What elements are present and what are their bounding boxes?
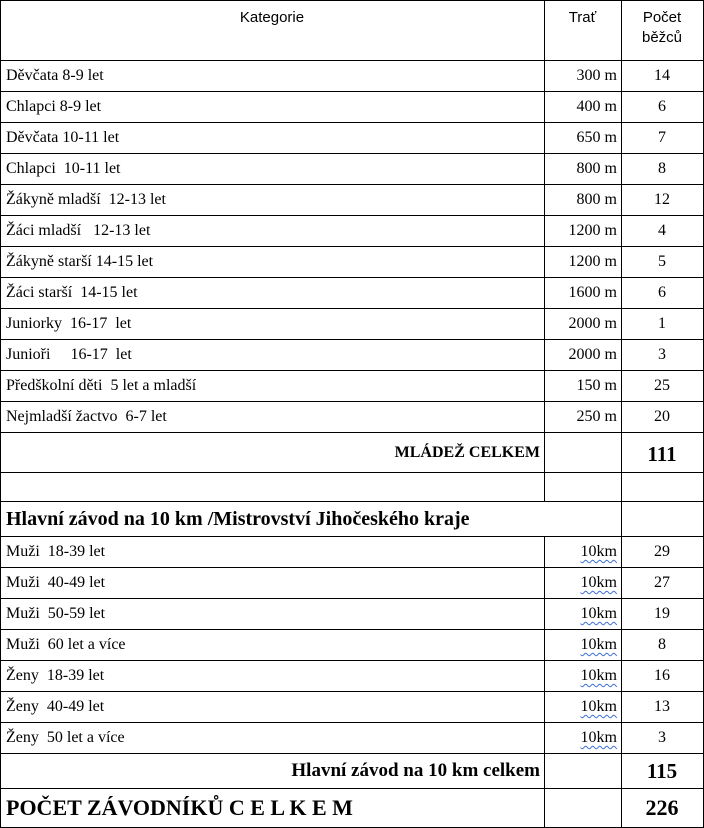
header-row bbox=[1, 1, 704, 61]
count-cell: 16 bbox=[622, 661, 704, 692]
main-race-title-row bbox=[1, 502, 704, 537]
track-cell: 150 m bbox=[545, 371, 622, 402]
category-cell: Junioři 16-17 let bbox=[1, 340, 545, 371]
count-cell: 12 bbox=[622, 185, 704, 216]
table-row bbox=[1, 630, 704, 661]
track-value: 10km bbox=[580, 605, 617, 622]
track-value: 10km bbox=[580, 636, 617, 653]
count-cell: 27 bbox=[622, 568, 704, 599]
empty-cell bbox=[545, 473, 622, 502]
track-cell: 800 m bbox=[545, 154, 622, 185]
table-row bbox=[1, 599, 704, 630]
table-row bbox=[1, 568, 704, 599]
category-cell: Chlapci 8-9 let bbox=[1, 92, 545, 123]
track-cell bbox=[545, 630, 622, 661]
header-count bbox=[622, 1, 704, 61]
grand-total-row bbox=[1, 789, 704, 828]
track-value: 10km bbox=[580, 574, 617, 591]
count-cell: 4 bbox=[622, 216, 704, 247]
category-cell: Děvčata 10-11 let bbox=[1, 123, 545, 154]
table-row bbox=[1, 340, 704, 371]
track-cell bbox=[545, 537, 622, 568]
table-row bbox=[1, 185, 704, 216]
spacer-row bbox=[1, 473, 704, 502]
category-cell: Muži 50-59 let bbox=[1, 599, 545, 630]
table-row bbox=[1, 309, 704, 340]
table-row bbox=[1, 216, 704, 247]
header-track: Trať bbox=[545, 1, 622, 61]
count-cell: 6 bbox=[622, 92, 704, 123]
count-cell: 3 bbox=[622, 723, 704, 754]
header-count-line2: běžců bbox=[641, 29, 683, 46]
header-category: Kategorie bbox=[1, 1, 545, 61]
table-row bbox=[1, 723, 704, 754]
table-row bbox=[1, 661, 704, 692]
category-cell: Ženy 40-49 let bbox=[1, 692, 545, 723]
empty-cell bbox=[622, 502, 704, 537]
category-cell: Muži 40-49 let bbox=[1, 568, 545, 599]
track-cell: 800 m bbox=[545, 185, 622, 216]
grand-total-label: POČET ZÁVODNÍKŮ C E L K E M bbox=[1, 789, 545, 828]
track-cell: 2000 m bbox=[545, 309, 622, 340]
count-cell: 8 bbox=[622, 630, 704, 661]
table-row bbox=[1, 61, 704, 92]
table-row bbox=[1, 123, 704, 154]
track-value: 10km bbox=[580, 729, 617, 746]
track-cell: 400 m bbox=[545, 92, 622, 123]
count-cell: 1 bbox=[622, 309, 704, 340]
track-value: 10km bbox=[580, 698, 617, 715]
count-cell: 8 bbox=[622, 154, 704, 185]
table-row bbox=[1, 278, 704, 309]
category-cell: Ženy 18-39 let bbox=[1, 661, 545, 692]
table-row bbox=[1, 692, 704, 723]
empty-cell bbox=[545, 754, 622, 789]
track-cell bbox=[545, 661, 622, 692]
track-cell: 1600 m bbox=[545, 278, 622, 309]
track-cell: 1200 m bbox=[545, 247, 622, 278]
category-cell: Nejmladší žactvo 6-7 let bbox=[1, 402, 545, 433]
category-cell: Juniorky 16-17 let bbox=[1, 309, 545, 340]
count-cell: 29 bbox=[622, 537, 704, 568]
category-cell: Žáci mladší 12-13 let bbox=[1, 216, 545, 247]
youth-total-row bbox=[1, 433, 704, 473]
count-cell: 3 bbox=[622, 340, 704, 371]
main-race-total-row bbox=[1, 754, 704, 789]
category-cell: Ženy 50 let a více bbox=[1, 723, 545, 754]
track-cell: 300 m bbox=[545, 61, 622, 92]
category-cell: Žákyně mladší 12-13 let bbox=[1, 185, 545, 216]
empty-cell bbox=[1, 473, 545, 502]
track-value: 10km bbox=[580, 543, 617, 560]
empty-cell bbox=[545, 433, 622, 473]
main-race-total-label: Hlavní závod na 10 km celkem bbox=[1, 754, 545, 789]
grand-total-value: 226 bbox=[622, 789, 704, 828]
track-cell bbox=[545, 723, 622, 754]
youth-total-label: MLÁDEŽ CELKEM bbox=[1, 433, 545, 473]
category-cell: Děvčata 8-9 let bbox=[1, 61, 545, 92]
track-cell: 1200 m bbox=[545, 216, 622, 247]
category-cell: Žákyně starší 14-15 let bbox=[1, 247, 545, 278]
count-cell: 25 bbox=[622, 371, 704, 402]
main-race-total-value: 115 bbox=[622, 754, 704, 789]
track-cell bbox=[545, 599, 622, 630]
youth-total-value: 111 bbox=[622, 433, 704, 473]
empty-cell bbox=[545, 789, 622, 828]
count-cell: 6 bbox=[622, 278, 704, 309]
count-cell: 5 bbox=[622, 247, 704, 278]
category-cell: Předškolní děti 5 let a mladší bbox=[1, 371, 545, 402]
empty-cell bbox=[622, 473, 704, 502]
table-row bbox=[1, 402, 704, 433]
table-row bbox=[1, 537, 704, 568]
count-cell: 19 bbox=[622, 599, 704, 630]
track-cell bbox=[545, 568, 622, 599]
empty-cell bbox=[545, 502, 622, 537]
count-cell: 7 bbox=[622, 123, 704, 154]
header-count-line1: Počet bbox=[642, 9, 682, 26]
table-row bbox=[1, 247, 704, 278]
main-race-title: Hlavní závod na 10 km /Mistrovství Jihočeského kraje bbox=[1, 502, 545, 537]
table-row bbox=[1, 154, 704, 185]
table-row bbox=[1, 371, 704, 402]
category-cell: Muži 18-39 let bbox=[1, 537, 545, 568]
track-cell: 650 m bbox=[545, 123, 622, 154]
category-cell: Chlapci 10-11 let bbox=[1, 154, 545, 185]
category-cell: Muži 60 let a více bbox=[1, 630, 545, 661]
track-value: 10km bbox=[580, 667, 617, 684]
track-cell: 250 m bbox=[545, 402, 622, 433]
track-cell bbox=[545, 692, 622, 723]
count-cell: 13 bbox=[622, 692, 704, 723]
count-cell: 20 bbox=[622, 402, 704, 433]
track-cell: 2000 m bbox=[545, 340, 622, 371]
count-cell: 14 bbox=[622, 61, 704, 92]
category-cell: Žáci starší 14-15 let bbox=[1, 278, 545, 309]
table-row bbox=[1, 92, 704, 123]
